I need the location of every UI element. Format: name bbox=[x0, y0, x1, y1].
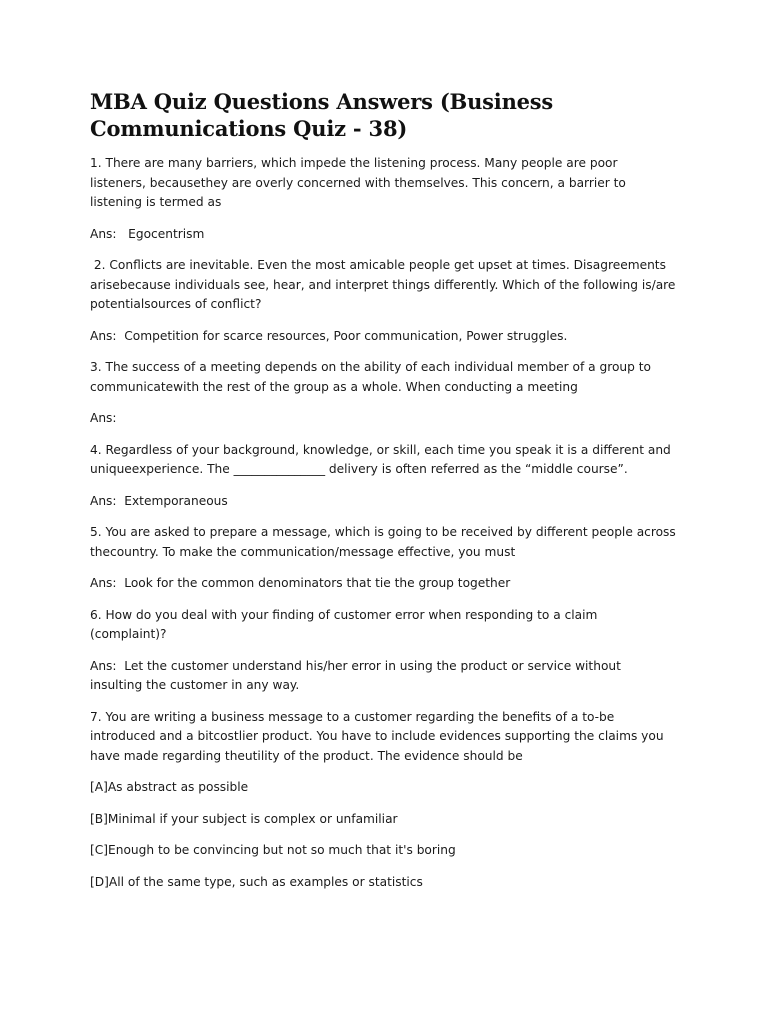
question-5: 5. You are asked to prepare a message, which is going to be received by different people across thecountry. To make the communication/message effective, you must bbox=[90, 525, 680, 559]
option-d: [D]All of the same type, such as examples or statistics bbox=[90, 874, 423, 889]
answer-5: Ans: Look for the common denominators that tie the group together bbox=[90, 576, 511, 590]
question-1: 1. There are many barriers, which impede the listening process. Many people are poor listeners, becausethey are overly concerned with themselves. This concern, a barrier to listening is termed as bbox=[90, 156, 630, 209]
question-6: 6. How do you deal with your finding of customer error when responding to a claim (complaint)? bbox=[90, 607, 602, 641]
question-3: 3. The success of a meeting depends on the ability of each individual member of a group to communicatewith the rest of the group as a whole. When conducting a meeting bbox=[90, 360, 655, 394]
answer-1: Ans: Egocentrism bbox=[90, 226, 205, 241]
question-2: 2. Conflicts are inevitable. Even the most amicable people get upset at times. Disagreements arisebecause individuals see, hear, and interpret things differently. Which of the following is/are potentialsources of conflict? bbox=[90, 258, 680, 311]
answer-6: Ans: Let the customer understand his/her error in using the product or service without insulting the customer in any way. bbox=[90, 658, 625, 692]
answer-3: Ans: bbox=[90, 411, 117, 425]
option-a: [A]As abstract as possible bbox=[90, 780, 249, 794]
answer-2: Ans: Competition for scarce resources, Poor communication, Power struggles. bbox=[90, 328, 568, 343]
question-4: 4. Regardless of your background, knowledge, or skill, each time you speak it is a different and uniqueexperience. The _______________ delivery is often referred as the “middle course”. bbox=[90, 442, 675, 476]
question-7: 7. You are writing a business message to a customer regarding the benefits of a to-be introduced and a bitcostlier product. You have to include evidences supporting the claims you have made regarding theutility of the product. The evidence should be bbox=[90, 709, 668, 763]
answer-4: Ans: Extemporaneous bbox=[90, 493, 228, 508]
document-title: MBA Quiz Questions Answers (Business Communications Quiz - 38) bbox=[90, 89, 554, 141]
option-c: [C]Enough to be convincing but not so much that it's boring bbox=[90, 843, 456, 857]
option-b: [B]Minimal if your subject is complex or unfamiliar bbox=[90, 811, 398, 826]
